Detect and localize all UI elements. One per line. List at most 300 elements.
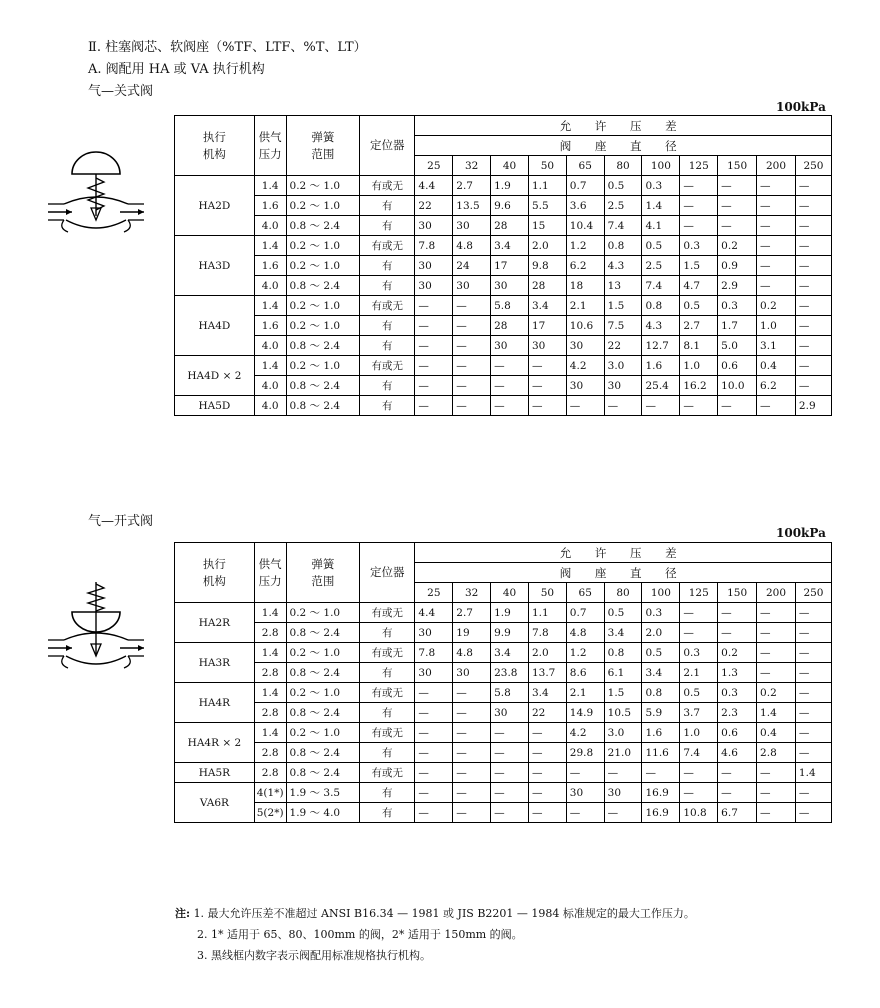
pressure-value-cell: —	[528, 743, 566, 763]
pressure-value-cell: 30	[604, 376, 642, 396]
pressure-value-cell: 9.6	[491, 196, 529, 216]
pressure-value-cell: 3.4	[491, 236, 529, 256]
pressure-cell: 1.4	[254, 236, 286, 256]
pressure-value-cell: 4.2	[566, 723, 604, 743]
seat-size-header: 65	[566, 583, 604, 603]
spring-range-cell: 0.2 ～ 1.0	[286, 723, 360, 743]
positioner-cell: 有	[360, 663, 415, 683]
pressure-value-cell: —	[491, 356, 529, 376]
pressure-value-cell: —	[718, 603, 757, 623]
positioner-cell: 有	[360, 196, 415, 216]
pressure-value-cell: 28	[491, 316, 529, 336]
pressure-value-cell: —	[795, 256, 831, 276]
table-row	[175, 703, 832, 723]
pressure-value-cell: 3.6	[566, 196, 604, 216]
pressure-value-cell: 23.8	[491, 663, 529, 683]
pressure-value-cell: 7.8	[415, 236, 453, 256]
pressure-value-cell: 6.7	[718, 803, 757, 823]
pressure-value-cell: 2.7	[453, 176, 491, 196]
pressure-value-cell: 3.4	[528, 683, 566, 703]
pressure-value-cell: —	[415, 356, 453, 376]
pressure-value-cell: 0.5	[604, 603, 642, 623]
pressure-value-cell: 4.4	[415, 603, 453, 623]
pressure-value-cell: 30	[566, 376, 604, 396]
pressure-value-cell: 30	[415, 623, 453, 643]
pressure-value-cell: 3.4	[642, 663, 680, 683]
pressure-value-cell: 30	[453, 663, 491, 683]
pressure-value-cell: 1.9	[491, 603, 529, 623]
spring-range-cell: 0.2 ～ 1.0	[286, 643, 360, 663]
pressure-value-cell: —	[642, 763, 680, 783]
pressure-value-cell: —	[528, 376, 566, 396]
pressure-value-cell: —	[528, 763, 566, 783]
spring-range-cell: 0.2 ～ 1.0	[286, 236, 360, 256]
pressure-value-cell: —	[491, 803, 529, 823]
table-row	[175, 643, 832, 663]
pressure-value-cell: —	[604, 763, 642, 783]
pressure-value-cell: 2.3	[718, 703, 757, 723]
seat-size-header: 50	[528, 583, 566, 603]
positioner-cell: 有或无	[360, 683, 415, 703]
header-actuator: 执行 机构	[175, 116, 255, 176]
table-row	[175, 723, 832, 743]
pressure-value-cell: 4.2	[566, 356, 604, 376]
pressure-value-cell: 0.7	[566, 176, 604, 196]
header-seat-diameter: 阀 座 直 径	[415, 136, 832, 156]
spring-range-cell: 0.8 ～ 2.4	[286, 763, 360, 783]
pressure-value-cell: 30	[566, 783, 604, 803]
pressure-value-cell: —	[757, 256, 796, 276]
pressure-value-cell: —	[453, 803, 491, 823]
pressure-value-cell: —	[757, 276, 796, 296]
pressure-value-cell: 0.3	[680, 643, 718, 663]
pressure-cell: 4.0	[254, 336, 286, 356]
pressure-value-cell: —	[453, 783, 491, 803]
pressure-value-cell: —	[718, 176, 757, 196]
pressure-value-cell: —	[718, 763, 757, 783]
pressure-value-cell: —	[453, 376, 491, 396]
pressure-value-cell: 1.5	[604, 683, 642, 703]
pressure-value-cell: 1.6	[642, 356, 680, 376]
pressure-value-cell: 0.3	[680, 236, 718, 256]
header-spring-range: 弹簧 范围	[286, 116, 360, 176]
pressure-value-cell: —	[415, 723, 453, 743]
pressure-value-cell: 0.2	[718, 236, 757, 256]
pressure-value-cell: —	[453, 296, 491, 316]
pressure-value-cell: 5.0	[718, 336, 757, 356]
positioner-cell: 有	[360, 783, 415, 803]
spring-range-cell: 1.9 ～ 3.5	[286, 783, 360, 803]
actuator-cell: HA3R	[175, 643, 255, 683]
pressure-value-cell: —	[604, 396, 642, 416]
pressure-value-cell: 2.5	[604, 196, 642, 216]
pressure-value-cell: —	[453, 683, 491, 703]
pressure-value-cell: —	[795, 236, 831, 256]
pressure-value-cell: 9.9	[491, 623, 529, 643]
note-item: 1. 最大允许压差不准超过 ANSI B16.34 — 1981 或 JIS B2201 — 1984 标准规定的最大工作压力。	[193, 907, 695, 920]
pressure-cell: 1.4	[254, 176, 286, 196]
pressure-value-cell: 6.2	[757, 376, 796, 396]
pressure-value-cell: —	[757, 603, 796, 623]
seat-size-header: 65	[566, 156, 604, 176]
pressure-value-cell: 30	[604, 783, 642, 803]
pressure-value-cell: —	[680, 216, 718, 236]
header-supply-pressure: 供气 压力	[254, 543, 286, 603]
table-row	[175, 276, 832, 296]
pressure-value-cell: 1.7	[718, 316, 757, 336]
pressure-value-cell: 2.7	[680, 316, 718, 336]
pressure-cell: 1.4	[254, 296, 286, 316]
table-row	[175, 316, 832, 336]
pressure-value-cell: 1.0	[680, 723, 718, 743]
pressure-value-cell: 2.9	[718, 276, 757, 296]
table-row	[175, 356, 832, 376]
table-row	[175, 683, 832, 703]
pressure-value-cell: 5.5	[528, 196, 566, 216]
pressure-value-cell: 16.9	[642, 803, 680, 823]
spring-range-cell: 0.2 ～ 1.0	[286, 296, 360, 316]
table-row	[175, 396, 832, 416]
pressure-value-cell: —	[795, 603, 831, 623]
table-row	[175, 176, 832, 196]
table-row	[175, 783, 832, 803]
pressure-value-cell: 22	[415, 196, 453, 216]
pressure-value-cell: 8.1	[680, 336, 718, 356]
pressure-value-cell: —	[795, 376, 831, 396]
pressure-value-cell: 17	[491, 256, 529, 276]
pressure-value-cell: —	[718, 623, 757, 643]
pressure-value-cell: —	[491, 723, 529, 743]
pressure-value-cell: —	[528, 396, 566, 416]
pressure-value-cell: —	[491, 743, 529, 763]
pressure-value-cell: —	[795, 196, 831, 216]
spring-range-cell: 1.9 ～ 4.0	[286, 803, 360, 823]
pressure-value-cell: —	[453, 316, 491, 336]
pressure-value-cell: 1.5	[604, 296, 642, 316]
header-positioner: 定位器	[360, 543, 415, 603]
pressure-cell: 4.0	[254, 396, 286, 416]
pressure-value-cell: —	[604, 803, 642, 823]
pressure-value-cell: 10.8	[680, 803, 718, 823]
pressure-value-cell: 0.3	[642, 176, 680, 196]
pressure-cell: 1.6	[254, 196, 286, 216]
pressure-value-cell: 0.6	[718, 356, 757, 376]
pressure-value-cell: 7.8	[528, 623, 566, 643]
pressure-value-cell: 7.4	[642, 276, 680, 296]
pressure-value-cell: 7.8	[415, 643, 453, 663]
air-to-open-valve-symbol-icon	[36, 580, 156, 676]
pressure-value-cell: —	[795, 803, 831, 823]
pressure-value-cell: 0.4	[757, 356, 796, 376]
pressure-value-cell: 2.0	[528, 236, 566, 256]
pressure-cell: 1.4	[254, 723, 286, 743]
pressure-cell: 5(2*)	[254, 803, 286, 823]
pressure-value-cell: —	[642, 396, 680, 416]
seat-size-header: 32	[453, 156, 491, 176]
pressure-value-cell: 2.8	[757, 743, 796, 763]
actuator-cell: HA2R	[175, 603, 255, 643]
table-row	[175, 336, 832, 356]
positioner-cell: 有	[360, 396, 415, 416]
pressure-value-cell: 0.7	[566, 603, 604, 623]
header-seat-diameter: 阀 座 直 径	[415, 563, 832, 583]
seat-size-header: 200	[757, 583, 796, 603]
pressure-value-cell: —	[453, 703, 491, 723]
seat-size-header: 125	[680, 156, 718, 176]
spring-range-cell: 0.8 ～ 2.4	[286, 623, 360, 643]
seat-size-header: 80	[604, 156, 642, 176]
pressure-value-cell: 0.6	[718, 723, 757, 743]
positioner-cell: 有或无	[360, 176, 415, 196]
pressure-value-cell: —	[680, 783, 718, 803]
seat-size-header: 50	[528, 156, 566, 176]
pressure-value-cell: —	[718, 216, 757, 236]
actuator-cell: HA4D	[175, 296, 255, 356]
pressure-value-cell: 2.1	[566, 296, 604, 316]
pressure-value-cell: 2.0	[528, 643, 566, 663]
spring-range-cell: 0.8 ～ 2.4	[286, 663, 360, 683]
pressure-value-cell: 0.5	[680, 296, 718, 316]
header-allowed-pressure: 允 许 压 差	[415, 543, 832, 563]
pressure-value-cell: 3.7	[680, 703, 718, 723]
pressure-value-cell: —	[528, 723, 566, 743]
pressure-value-cell: —	[453, 336, 491, 356]
pressure-value-cell: 3.1	[757, 336, 796, 356]
pressure-value-cell: —	[718, 783, 757, 803]
pressure-value-cell: 2.9	[795, 396, 831, 416]
seat-size-header: 40	[491, 583, 529, 603]
pressure-value-cell: 0.2	[718, 643, 757, 663]
positioner-cell: 有	[360, 803, 415, 823]
pressure-value-cell: 28	[491, 216, 529, 236]
pressure-value-cell: 4.6	[718, 743, 757, 763]
pressure-value-cell: 6.2	[566, 256, 604, 276]
pressure-value-cell: 16.9	[642, 783, 680, 803]
pressure-value-cell: 16.2	[680, 376, 718, 396]
actuator-cell: HA4D × 2	[175, 356, 255, 396]
pressure-value-cell: —	[795, 783, 831, 803]
seat-size-header: 32	[453, 583, 491, 603]
pressure-value-cell: 11.6	[642, 743, 680, 763]
pressure-cell: 4.0	[254, 376, 286, 396]
pressure-value-cell: 2.1	[566, 683, 604, 703]
section1-unit: 100kPa	[776, 100, 826, 114]
pressure-value-cell: 5.9	[642, 703, 680, 723]
pressure-value-cell: 10.4	[566, 216, 604, 236]
pressure-value-cell: —	[795, 623, 831, 643]
pressure-value-cell: —	[718, 396, 757, 416]
positioner-cell: 有	[360, 216, 415, 236]
seat-size-header: 25	[415, 583, 453, 603]
positioner-cell: 有	[360, 336, 415, 356]
spring-range-cell: 0.8 ～ 2.4	[286, 396, 360, 416]
seat-size-header: 100	[642, 156, 680, 176]
pressure-cell: 2.8	[254, 763, 286, 783]
note-item: 3. 黑线框内数字表示阀配用标准规格执行机构。	[197, 949, 431, 962]
pressure-value-cell: 1.4	[795, 763, 831, 783]
pressure-value-cell: 10.6	[566, 316, 604, 336]
pressure-value-cell: —	[757, 763, 796, 783]
pressure-value-cell: 5.8	[491, 296, 529, 316]
pressure-value-cell: —	[528, 803, 566, 823]
pressure-value-cell: 28	[528, 276, 566, 296]
pressure-value-cell: —	[795, 296, 831, 316]
pressure-value-cell: 14.9	[566, 703, 604, 723]
pressure-value-cell: 15	[528, 216, 566, 236]
positioner-cell: 有或无	[360, 763, 415, 783]
pressure-value-cell: 2.7	[453, 603, 491, 623]
pressure-value-cell: 30	[491, 336, 529, 356]
table-row	[175, 743, 832, 763]
pressure-value-cell: —	[680, 196, 718, 216]
pressure-value-cell: 30	[491, 703, 529, 723]
table-row	[175, 663, 832, 683]
pressure-value-cell: 1.3	[718, 663, 757, 683]
pressure-cell: 2.8	[254, 663, 286, 683]
pressure-value-cell: 30	[528, 336, 566, 356]
pressure-value-cell: 4.8	[453, 643, 491, 663]
table-row	[175, 376, 832, 396]
actuator-cell: HA5R	[175, 763, 255, 783]
pressure-value-cell: 2.1	[680, 663, 718, 683]
pressure-value-cell: 0.9	[718, 256, 757, 276]
pressure-value-cell: —	[566, 396, 604, 416]
pressure-value-cell: —	[680, 176, 718, 196]
pressure-value-cell: 30	[415, 256, 453, 276]
pressure-value-cell: —	[453, 723, 491, 743]
pressure-value-cell: 0.8	[642, 296, 680, 316]
table-row	[175, 216, 832, 236]
pressure-value-cell: 4.1	[642, 216, 680, 236]
pressure-value-cell: —	[415, 703, 453, 723]
pressure-cell: 1.4	[254, 603, 286, 623]
seat-size-header: 200	[757, 156, 796, 176]
spring-range-cell: 0.8 ～ 2.4	[286, 336, 360, 356]
pressure-value-cell: —	[795, 743, 831, 763]
pressure-value-cell: —	[795, 723, 831, 743]
pressure-value-cell: 21.0	[604, 743, 642, 763]
pressure-value-cell: —	[415, 296, 453, 316]
pressure-cell: 2.8	[254, 743, 286, 763]
heading-line-1: Ⅱ. 柱塞阀芯、软阀座（%TF、LTF、%T、LT）	[88, 40, 367, 55]
pressure-value-cell: —	[566, 763, 604, 783]
pressure-value-cell: 4.8	[566, 623, 604, 643]
pressure-value-cell: —	[757, 176, 796, 196]
pressure-value-cell: 3.4	[604, 623, 642, 643]
header-supply-pressure: 供气 压力	[254, 116, 286, 176]
pressure-value-cell: —	[453, 763, 491, 783]
spring-range-cell: 0.2 ～ 1.0	[286, 256, 360, 276]
table-row	[175, 236, 832, 256]
pressure-value-cell: 22	[528, 703, 566, 723]
pressure-value-cell: 7.4	[604, 216, 642, 236]
pressure-value-cell: —	[757, 643, 796, 663]
pressure-value-cell: —	[795, 336, 831, 356]
pressure-value-cell: —	[757, 196, 796, 216]
pressure-value-cell: 1.5	[680, 256, 718, 276]
seat-size-header: 150	[718, 156, 757, 176]
pressure-value-cell: 3.4	[491, 643, 529, 663]
pressure-value-cell: 0.8	[604, 236, 642, 256]
seat-size-header: 250	[795, 156, 831, 176]
spring-range-cell: 0.2 ～ 1.0	[286, 316, 360, 336]
positioner-cell: 有	[360, 316, 415, 336]
pressure-value-cell: 22	[604, 336, 642, 356]
pressure-value-cell: —	[453, 743, 491, 763]
table-row	[175, 623, 832, 643]
air-to-close-pressure-table	[174, 115, 832, 416]
pressure-cell: 1.4	[254, 643, 286, 663]
pressure-value-cell: 2.0	[642, 623, 680, 643]
seat-size-header: 250	[795, 583, 831, 603]
pressure-value-cell: 30	[453, 276, 491, 296]
pressure-value-cell: —	[528, 783, 566, 803]
pressure-value-cell: 1.6	[642, 723, 680, 743]
positioner-cell: 有或无	[360, 643, 415, 663]
positioner-cell: 有或无	[360, 296, 415, 316]
pressure-value-cell: —	[795, 276, 831, 296]
pressure-value-cell: 0.3	[718, 296, 757, 316]
pressure-value-cell: 0.2	[757, 296, 796, 316]
pressure-value-cell: 4.7	[680, 276, 718, 296]
pressure-value-cell: —	[795, 643, 831, 663]
spring-range-cell: 0.2 ～ 1.0	[286, 176, 360, 196]
pressure-value-cell: 17	[528, 316, 566, 336]
pressure-value-cell: 3.0	[604, 723, 642, 743]
pressure-value-cell: 10.0	[718, 376, 757, 396]
pressure-cell: 4(1*)	[254, 783, 286, 803]
spring-range-cell: 0.8 ～ 2.4	[286, 703, 360, 723]
pressure-value-cell: 5.8	[491, 683, 529, 703]
actuator-cell: HA4R × 2	[175, 723, 255, 763]
pressure-value-cell: 0.5	[642, 236, 680, 256]
pressure-value-cell: 6.1	[604, 663, 642, 683]
pressure-value-cell: 30	[415, 663, 453, 683]
pressure-value-cell: 24	[453, 256, 491, 276]
pressure-value-cell: 3.0	[604, 356, 642, 376]
air-to-close-valve-symbol-icon	[36, 144, 156, 240]
pressure-value-cell: 30	[566, 336, 604, 356]
table-row	[175, 763, 832, 783]
pressure-value-cell: —	[491, 783, 529, 803]
spring-range-cell: 0.2 ～ 1.0	[286, 683, 360, 703]
positioner-cell: 有或无	[360, 356, 415, 376]
pressure-value-cell: 9.8	[528, 256, 566, 276]
notes	[175, 903, 695, 966]
pressure-value-cell: —	[757, 396, 796, 416]
pressure-value-cell: —	[415, 803, 453, 823]
spring-range-cell: 0.8 ～ 2.4	[286, 743, 360, 763]
pressure-value-cell: —	[795, 663, 831, 683]
pressure-value-cell: 1.0	[680, 356, 718, 376]
positioner-cell: 有或无	[360, 723, 415, 743]
pressure-value-cell: —	[795, 216, 831, 236]
table-row	[175, 296, 832, 316]
spring-range-cell: 0.8 ～ 2.4	[286, 216, 360, 236]
pressure-value-cell: —	[453, 356, 491, 376]
actuator-cell: VA6R	[175, 783, 255, 823]
pressure-value-cell: 1.1	[528, 176, 566, 196]
pressure-value-cell: 0.8	[604, 643, 642, 663]
pressure-value-cell: —	[795, 703, 831, 723]
pressure-value-cell: 1.4	[757, 703, 796, 723]
pressure-cell: 1.4	[254, 356, 286, 376]
positioner-cell: 有	[360, 703, 415, 723]
section1-title: 气—关式阀	[88, 84, 154, 99]
pressure-value-cell: 0.5	[642, 643, 680, 663]
positioner-cell: 有	[360, 256, 415, 276]
pressure-value-cell: 0.5	[680, 683, 718, 703]
